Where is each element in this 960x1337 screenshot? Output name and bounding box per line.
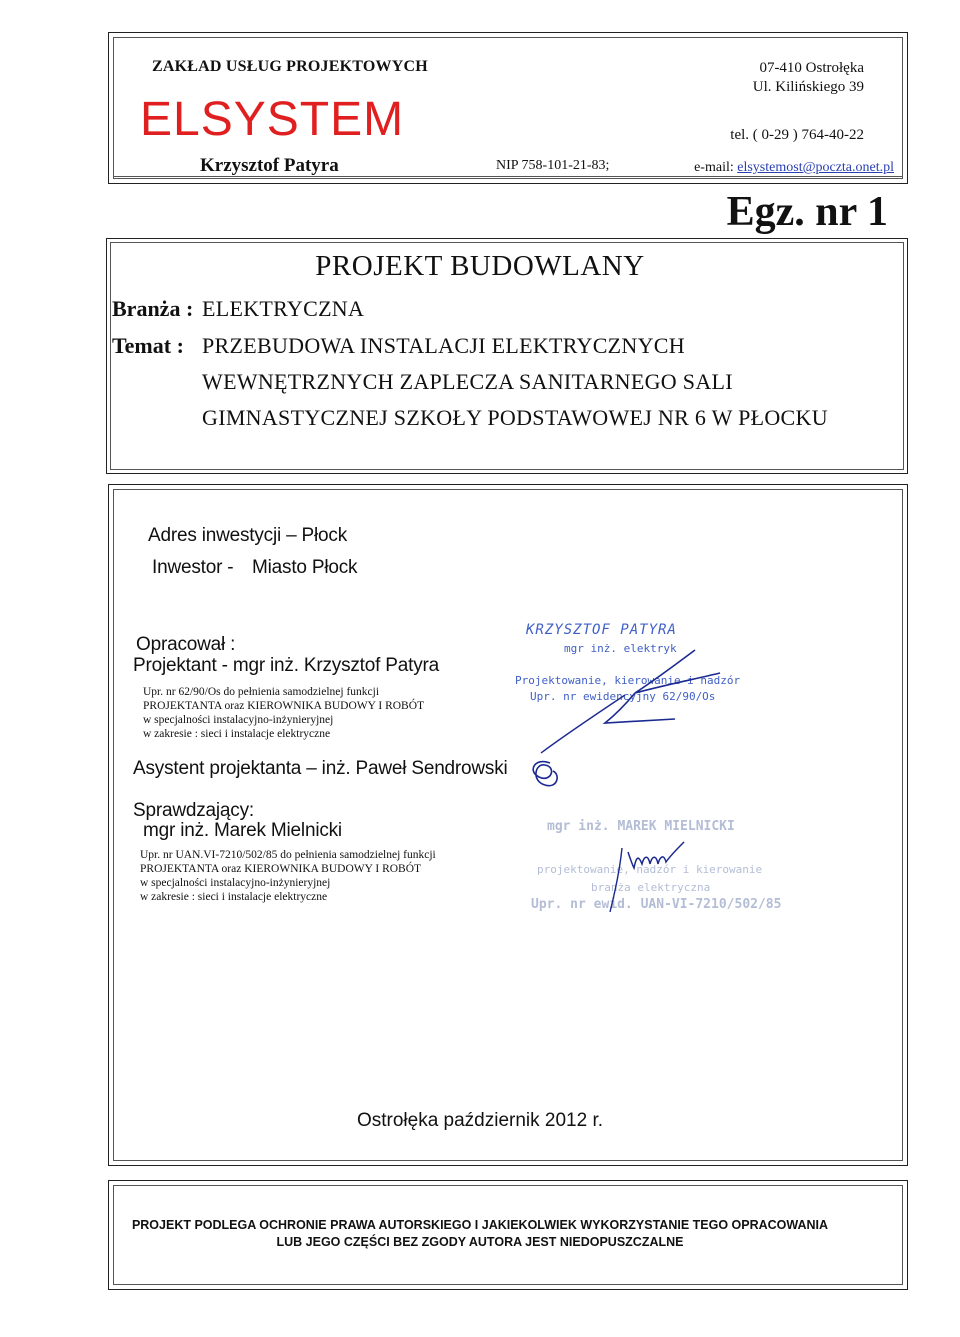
company-name: ZAKŁAD USŁUG PROJEKTOWYCH [152, 58, 428, 75]
designer-permit-line: w zakresie : sieci i instalacje elektryczne [143, 728, 331, 740]
checker-label: Sprawdzający: [133, 800, 254, 821]
designer-permit-line: w specjalności instalacyjno-inżynieryjnej [143, 714, 334, 726]
stamp-name: mgr inż. MAREK MIELNICKI [547, 819, 735, 834]
stamp-scope: projektowanie, nadzór i kierowanie [537, 863, 763, 876]
document-title: PROJEKT BUDOWLANY [315, 250, 645, 282]
designer-permit-line: PROJEKTANTA oraz KIEROWNIKA BUDOWY I ROBÓT [143, 700, 425, 712]
postal-address: 07-410 Ostrołęka [759, 60, 864, 76]
branch-value: ELEKTRYCZNA [202, 296, 365, 321]
tax-id: NIP 758-101-21-83; [496, 158, 610, 173]
checker-permit-line: Upr. nr UAN.VI-7210/502/85 do pełnienia samodzielnej funkcji [140, 849, 436, 861]
investor-name: Miasto Płock [252, 557, 358, 578]
email-link[interactable]: elsystemost@poczta.onet.pl [737, 160, 894, 175]
stamp-title: mgr inż. elektryk [564, 642, 677, 655]
owner-name: Krzysztof Patyra [200, 155, 339, 176]
checker-permit-line: w specjalności instalacyjno-inżynieryjnej [140, 877, 331, 889]
street-address: Ul. Kilińskiego 39 [752, 79, 864, 95]
investment-address: Adres inwestycji – Płock [148, 525, 347, 546]
stamp-scope: Projektowanie, kierowanie i nadzór [515, 674, 741, 687]
copyright-notice-line: PROJEKT PODLEGA OCHRONIE PRAWA AUTORSKIEGO I JAKIEKOLWIEK WYKORZYSTANIE TEGO OPRACOWANIA [131, 1218, 829, 1232]
checker-permit-line: PROJEKTANTA oraz KIEROWNIKA BUDOWY I ROBÓT [140, 863, 422, 875]
prepared-by-label: Opracował : [136, 634, 236, 655]
designer-signature [505, 635, 745, 805]
subject-line: WEWNĘTRZNYCH ZAPLECZA SANITARNEGO SALI [202, 369, 733, 394]
checker-permit-line: w zakresie : sieci i instalacje elektryczne [140, 891, 328, 903]
email-line [694, 160, 894, 176]
designer-name: Projektant - mgr inż. Krzysztof Patyra [133, 655, 439, 676]
brand-logo-text: ELSYSTEM [140, 93, 405, 146]
subject-label: Temat : [112, 333, 184, 358]
place-and-date: Ostrołęka październik 2012 r. [356, 1110, 604, 1131]
subject-line: PRZEBUDOWA INSTALACJI ELEKTRYCZNYCH [202, 333, 685, 358]
copy-number: Egz. nr 1 [726, 189, 888, 235]
phone-number: tel. ( 0-29 ) 764-40-22 [730, 127, 864, 143]
stamp-permit: Upr. nr ewidencyjny 62/90/Os [530, 690, 716, 703]
branch-label: Branża : [112, 296, 194, 321]
stamp-branch: branża elektryczna [591, 881, 711, 894]
checker-name: mgr inż. Marek Mielnicki [143, 820, 342, 841]
checker-signature [600, 828, 740, 928]
assistant-designer: Asystent projektanta – inż. Paweł Sendrowski [133, 758, 508, 779]
investor-label: Inwestor - [152, 557, 234, 578]
designer-permit-line: Upr. nr 62/90/Os do pełnienia samodzielnej funkcji [143, 686, 380, 698]
copyright-notice-line: LUB JEGO CZĘŚCI BEZ ZGODY AUTORA JEST NIEDOPUSZCZALNE [276, 1235, 684, 1249]
email-label: e-mail: [694, 160, 738, 175]
subject-line: GIMNASTYCZNEJ SZKOŁY PODSTAWOWEJ NR 6 W PŁOCKU [202, 405, 828, 430]
stamp-name: KRZYSZTOF PATYRA [526, 622, 677, 638]
stamp-permit: Upr. nr ewid. UAN-VI-7210/502/85 [531, 897, 782, 912]
